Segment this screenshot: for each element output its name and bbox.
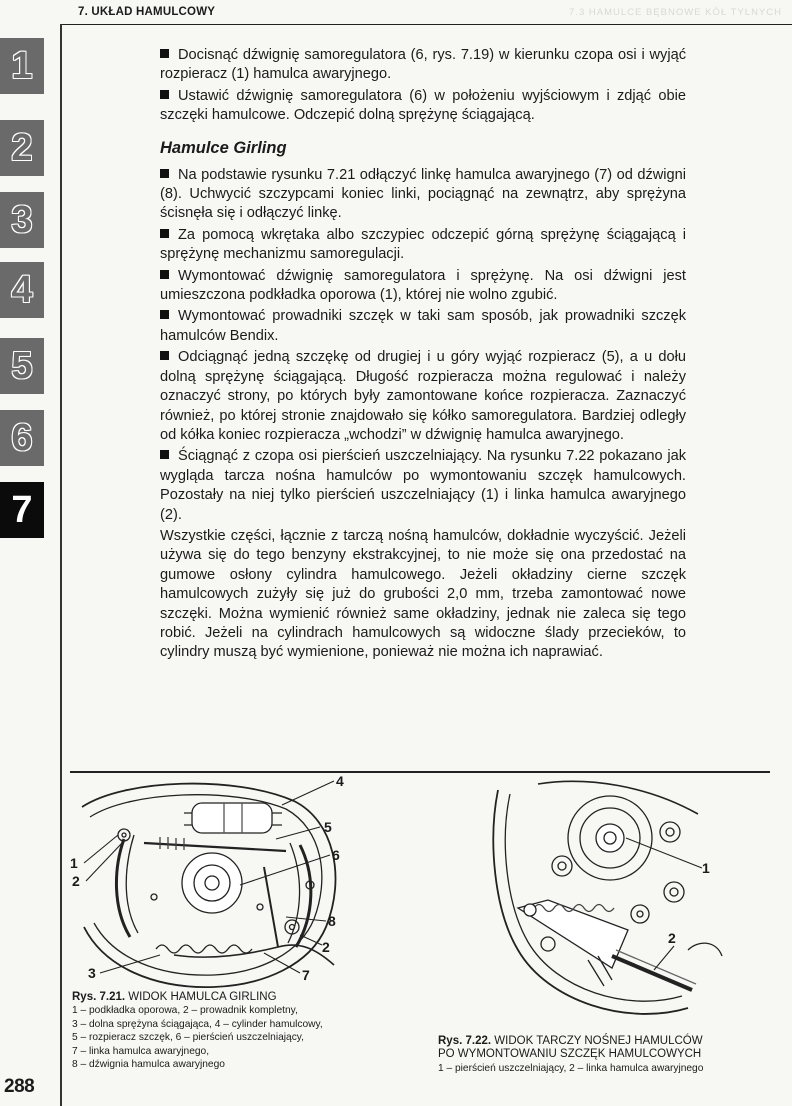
figure-backing-plate bbox=[478, 780, 748, 1032]
chapter-title: 7. UKŁAD HAMULCOWY bbox=[78, 6, 216, 18]
figure2-callout: 1 bbox=[702, 860, 710, 876]
figure1-callout: 8 bbox=[328, 913, 336, 929]
paragraph: Docisnąć dźwignię samoregulatora (6, rys. 7.19) w kierunku czopa osi i wyjąć rozpieracz (1) hamulca awaryjnego. bbox=[160, 47, 686, 83]
figure1-legend-line: 3 – dolna sprężyna ściągająca, 4 – cylinder hamulcowy, bbox=[72, 1018, 323, 1030]
figure1-caption-title: Rys. 7.21. WIDOK HAMULCA GIRLING bbox=[72, 991, 277, 1003]
section-heading: Hamulce Girling bbox=[160, 138, 287, 157]
bullet-square-icon bbox=[160, 90, 169, 99]
chapter-tab-3[interactable]: 3 bbox=[0, 192, 44, 248]
bleed-through-header: 7.3 HAMULCE BĘBNOWE KÓŁ TYLNYCH bbox=[569, 7, 782, 18]
bullet-square-icon bbox=[160, 351, 169, 360]
figure1-callout: 2 bbox=[322, 939, 330, 955]
paragraph: Odciągnąć jedną szczękę od drugiej i u góry wyjąć rozpieracz (5), a u dołu dolną sprężynę ściągającą. Długość rozpieracza można regulować i należy oznaczyć strony, po których były zamontowane końce rozpieracza. Zaznaczyć również, po której stronie znajdowało się kółko samoregulatora. Bardziej odległy od kółka koniec rozpieracza „wchodzi” w dźwignię hamulca awaryjnego. bbox=[160, 349, 686, 443]
paragraph: Wymontować dźwignię samoregulatora i sprężynę. Na osi dźwigni jest umieszczona podkładka oporowa (1), której nie wolno zgubić. bbox=[160, 267, 686, 304]
figure1-callout: 7 bbox=[302, 967, 310, 983]
body-text bbox=[160, 46, 686, 665]
figure2-caption-title-line2: PO WYMONTOWANIU SZCZĘK HAMULCOWYCH bbox=[438, 1048, 702, 1061]
figure1-callout: 3 bbox=[88, 965, 96, 981]
chapter-tab-6[interactable]: 6 bbox=[0, 410, 44, 466]
figure2-callout: 2 bbox=[668, 930, 676, 946]
figure1-callout: 4 bbox=[336, 773, 344, 789]
bullet-square-icon bbox=[160, 169, 169, 178]
backing-plate-drawing bbox=[478, 780, 748, 1032]
paragraph: Wszystkie części, łącznie z tarczą nośną hamulców, dokładnie wyczyścić. Jeżeli używa się do tego benzyny ekstrakcyjnej, to nie może się ona przedostać na gumowe osłony cylindra hamulcowego. Jeżeli okładziny cierne szczęk hamulcowych zużyły się już do grubości 2,0 mm, trzeba zamontować nowe szczęki. Można wymienić również same okładziny, jednak nie zaleca się tego robić. Jeżeli na cylindrach hamulcowych są widoczne ślady przecieków, to cylindry muszą być wymienione, ponieważ nie można ich naprawiać. bbox=[160, 527, 686, 661]
chapter-tab-4[interactable]: 4 bbox=[0, 262, 44, 318]
figure1-caption bbox=[72, 991, 402, 1071]
bullet-square-icon bbox=[160, 310, 169, 319]
chapter-header bbox=[60, 0, 792, 25]
chapter-tab-5[interactable]: 5 bbox=[0, 338, 44, 394]
figure1-callout: 6 bbox=[332, 847, 340, 863]
figure1-legend-line: 7 – linka hamulca awaryjnego, bbox=[72, 1045, 210, 1057]
page-number: 288 bbox=[4, 1076, 35, 1097]
chapter-tab-1[interactable]: 1 bbox=[0, 38, 44, 94]
chapter-tab-7-active[interactable]: 7 bbox=[0, 482, 44, 538]
figure-separator-rule bbox=[70, 771, 770, 773]
bullet-square-icon bbox=[160, 450, 169, 459]
bullet-square-icon bbox=[160, 229, 169, 238]
figure1-callout: 2 bbox=[72, 873, 80, 889]
figure2-caption bbox=[438, 1035, 788, 1075]
chapter-tab-2[interactable]: 2 bbox=[0, 120, 44, 176]
figure2-caption-title: Rys. 7.22. WIDOK TARCZY NOŚNEJ HAMULCÓW bbox=[438, 1035, 703, 1047]
figure1-legend-line: 1 – podkładka oporowa, 2 – prowadnik kompletny, bbox=[72, 1005, 298, 1017]
paragraph: Ściągnąć z czopa osi pierścień uszczelniający. Na rysunku 7.22 pokazano jak wygląda tarcza nośna hamulców po wymontowaniu szczęk hamulcowych. Pozostały na niej tylko pierścień uszczelniający (1) i linka hamulca awaryjnego (2). bbox=[160, 448, 686, 523]
paragraph: Wymontować prowadniki szczęk w taki sam sposób, jak prowadniki szczęk hamulców Bendix. bbox=[160, 308, 686, 344]
left-margin-rule bbox=[60, 24, 62, 1106]
bullet-square-icon bbox=[160, 270, 169, 279]
bullet-square-icon bbox=[160, 49, 169, 58]
figure2-legend-line: 1 – pierścień uszczelniający, 2 – linka hamulca awaryjnego bbox=[438, 1062, 704, 1074]
paragraph: Na podstawie rysunku 7.21 odłączyć linkę hamulca awaryjnego (7) od dźwigni (8). Uchwycić szczypcami koniec linki, pociągnąć na zewnątrz, aby sprężyna ścisnęła się i odłączyć linkę. bbox=[160, 166, 686, 222]
figure1-callout: 5 bbox=[324, 819, 332, 835]
figure1-legend-line: 8 – dźwignia hamulca awaryjnego bbox=[72, 1059, 225, 1071]
paragraph: Za pomocą wkrętaka albo szczypiec odczepić górną sprężynę ściągającą i sprężynę mechanizmu samoregulacji. bbox=[160, 226, 686, 263]
paragraph: Ustawić dźwignię samoregulatora (6) w położeniu wyjściowym i zdjąć obie szczęki hamulcowe. Odczepić dolną sprężynę ściągającą. bbox=[160, 87, 686, 124]
figure1-callout: 1 bbox=[70, 855, 78, 871]
girling-brake-drawing bbox=[64, 777, 394, 991]
figure-girling-brake bbox=[64, 773, 394, 991]
figure1-legend-line: 5 – rozpieracz szczęk, 6 – pierścień uszczelniający, bbox=[72, 1032, 304, 1044]
